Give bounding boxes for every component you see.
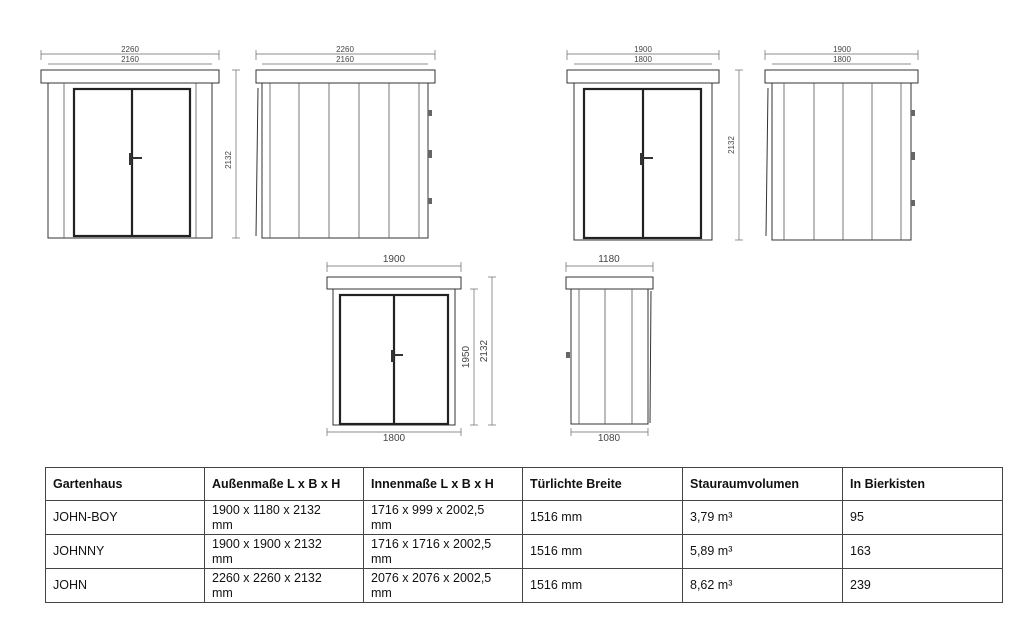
cell-outer-line2: mm xyxy=(212,517,233,532)
cell-inner xyxy=(364,535,523,569)
table-row xyxy=(46,535,1003,569)
table-header-row xyxy=(46,468,1003,501)
cell-volume: 5,89 m³ xyxy=(683,535,843,569)
header-bierkisten: In Bierkisten xyxy=(843,468,1003,501)
dim-johnny-front-height: 2132 xyxy=(727,136,736,154)
johnny-front-view xyxy=(567,45,743,240)
cell-door: 1516 mm xyxy=(523,569,683,603)
dim-johnny-front-outer: 1900 xyxy=(634,45,652,54)
cell-outer xyxy=(205,535,364,569)
cell-inner-line2: mm xyxy=(371,517,392,532)
table-row xyxy=(46,569,1003,603)
header-gartenhaus: Gartenhaus xyxy=(46,468,205,501)
cell-crates: 95 xyxy=(843,501,1003,535)
dim-john-side-inner: 2160 xyxy=(336,55,354,64)
dim-johnboy-side-top: 1180 xyxy=(598,254,620,265)
cell-door: 1516 mm xyxy=(523,501,683,535)
cell-crates: 239 xyxy=(843,569,1003,603)
dim-johnny-front-inner: 1800 xyxy=(634,55,652,64)
dim-johnboy-door-height: 1950 xyxy=(461,345,472,369)
johnboy-front-view xyxy=(327,254,496,444)
cell-name: JOHN-BOY xyxy=(46,501,205,535)
cell-outer-line1: 1900 x 1900 x 2132 xyxy=(212,536,322,551)
john-side-view xyxy=(256,45,435,238)
header-stauraumvolumen: Stauraumvolumen xyxy=(683,468,843,501)
cell-volume: 3,79 m³ xyxy=(683,501,843,535)
cell-door: 1516 mm xyxy=(523,535,683,569)
cell-inner-line1: 1716 x 1716 x 2002,5 xyxy=(371,536,492,551)
john-front-view xyxy=(41,45,240,238)
cell-volume: 8,62 m³ xyxy=(683,569,843,603)
dim-johnny-side-inner: 1800 xyxy=(833,55,851,64)
cell-inner xyxy=(364,569,523,603)
dim-johnboy-front-top: 1900 xyxy=(382,254,406,265)
cell-outer xyxy=(205,569,364,603)
dim-johnny-side-outer: 1900 xyxy=(833,45,851,54)
cell-inner-line2: mm xyxy=(371,551,392,566)
cell-inner-line1: 2076 x 2076 x 2002,5 xyxy=(371,570,492,585)
cell-inner-line1: 1716 x 999 x 2002,5 xyxy=(371,502,485,517)
cell-outer-line2: mm xyxy=(212,585,233,600)
johnboy-side-view xyxy=(566,254,653,444)
header-aussenmasse: Außenmaße L x B x H xyxy=(205,468,364,501)
cell-inner xyxy=(364,501,523,535)
cell-outer-line1: 2260 x 2260 x 2132 xyxy=(212,570,322,585)
dim-john-front-inner: 2160 xyxy=(121,55,139,64)
dim-john-front-height: 2132 xyxy=(224,151,233,169)
johnny-side-view xyxy=(765,45,918,240)
cell-name: JOHNNY xyxy=(46,535,205,569)
dim-johnboy-front-bottom: 1800 xyxy=(382,433,406,444)
specs-table xyxy=(45,467,1003,603)
cell-outer-line1: 1900 x 1180 x 2132 xyxy=(212,502,321,517)
cell-name: JOHN xyxy=(46,569,205,603)
header-innenmasse: Innenmaße L x B x H xyxy=(364,468,523,501)
table-row xyxy=(46,501,1003,535)
cell-outer xyxy=(205,501,364,535)
cell-outer-line2: mm xyxy=(212,551,233,566)
cell-crates: 163 xyxy=(843,535,1003,569)
header-tuerlichte-breite: Türlichte Breite xyxy=(523,468,683,501)
dim-john-side-outer: 2260 xyxy=(336,45,354,54)
dim-john-front-outer: 2260 xyxy=(121,45,139,54)
dim-johnboy-height: 2132 xyxy=(479,339,490,363)
dim-johnboy-side-bottom: 1080 xyxy=(597,433,621,444)
cell-inner-line2: mm xyxy=(371,585,392,600)
